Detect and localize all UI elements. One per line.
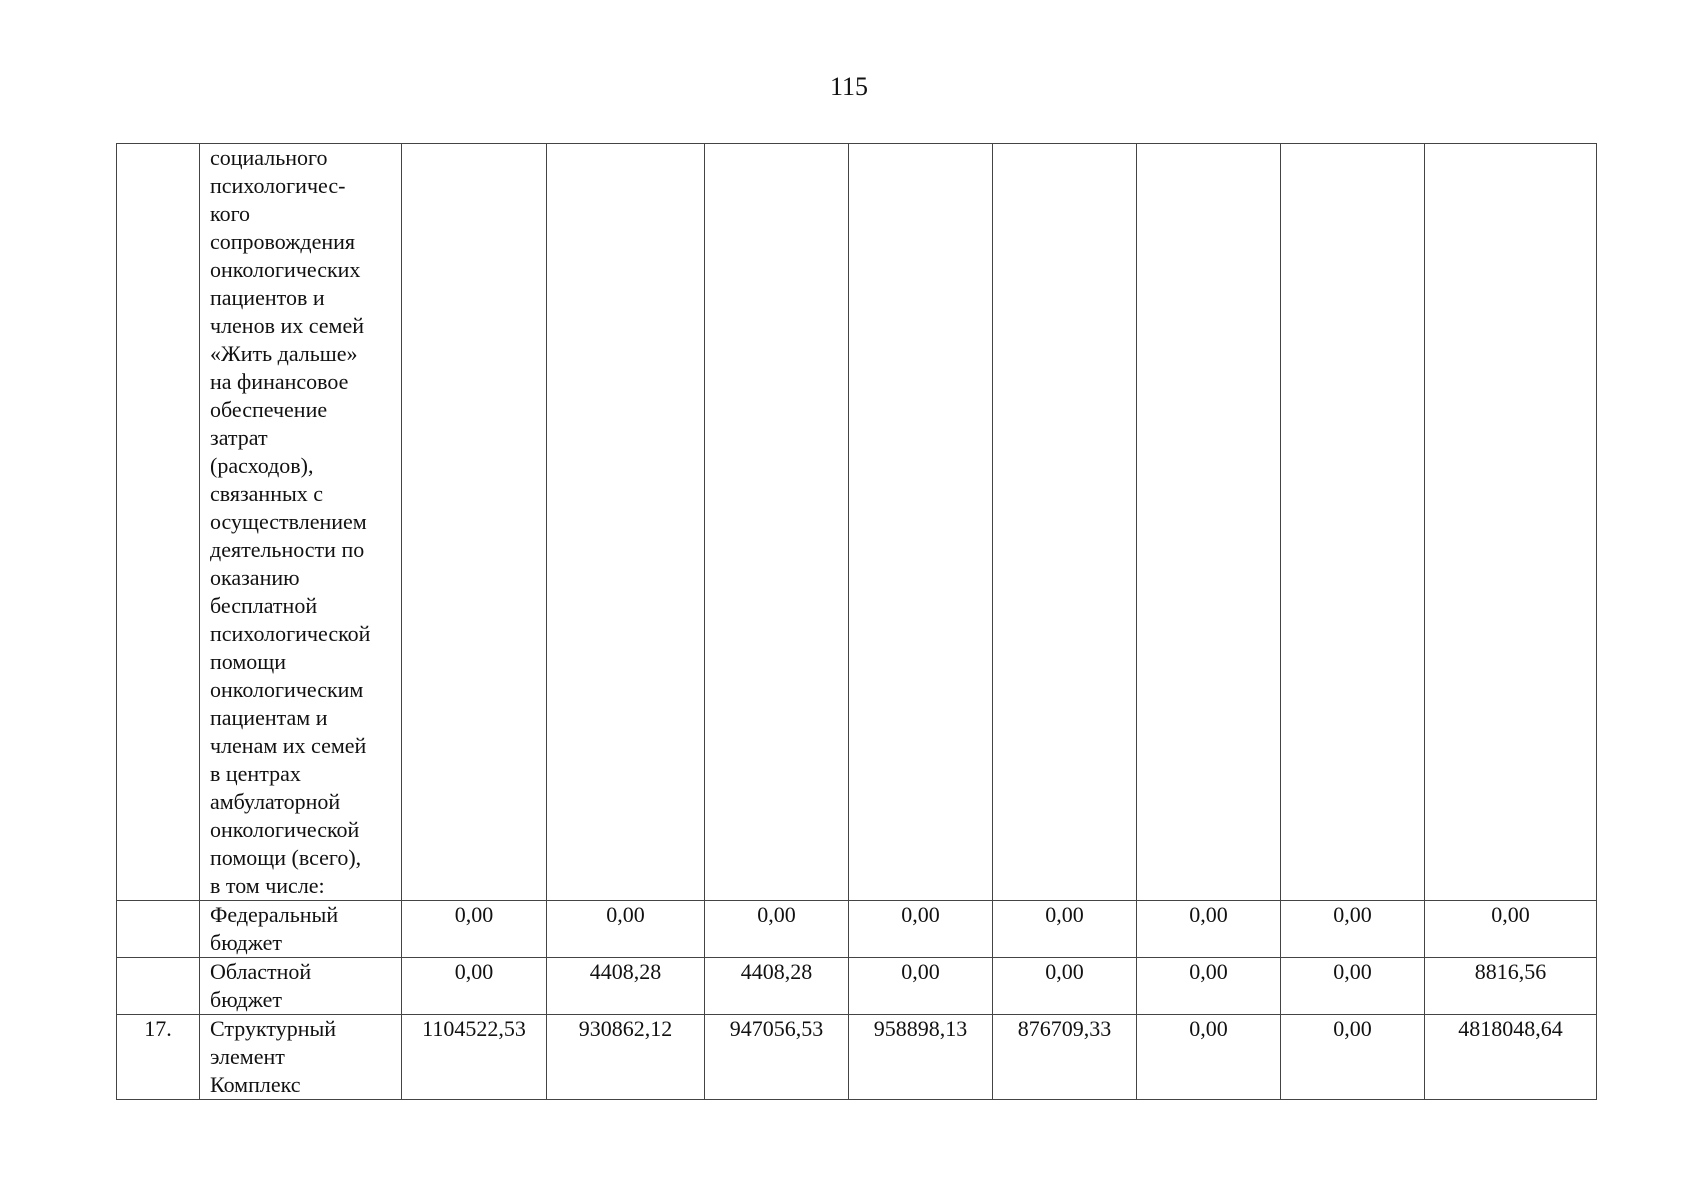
row-name-line: психологичес- (210, 173, 346, 198)
row-name-line: помощи (210, 649, 286, 674)
row-name-line: онкологической (210, 817, 360, 842)
value-cell: 0,00 (1425, 901, 1597, 958)
value-cell: 0,00 (1281, 958, 1425, 1015)
row-name-line: Структурный (210, 1016, 337, 1041)
value-cell: 947056,53 (705, 1015, 849, 1100)
row-name-line: затрат (210, 425, 268, 450)
value-cell (1137, 144, 1281, 901)
row-name-line: сопровождения (210, 229, 356, 254)
value-cell (1281, 144, 1425, 901)
row-name-line: социального (210, 145, 328, 170)
financing-table (116, 143, 1597, 1100)
value-cell (547, 144, 705, 901)
value-cell: 8816,56 (1425, 958, 1597, 1015)
row-name-line: Федеральный (210, 902, 339, 927)
value-cell: 0,00 (547, 901, 705, 958)
value-cell: 0,00 (993, 901, 1137, 958)
row-number (117, 901, 200, 958)
row-name (200, 1015, 402, 1100)
row-name-line: в центрах (210, 761, 301, 786)
page-number: 115 (829, 72, 869, 101)
row-number (117, 958, 200, 1015)
row-name-line: «Жить дальше» (210, 341, 358, 366)
row-name-line: связанных с (210, 481, 324, 506)
value-cell: 0,00 (849, 958, 993, 1015)
row-name-line: членов их семей (210, 313, 364, 338)
table-row (117, 958, 1597, 1015)
row-name (200, 958, 402, 1015)
row-name-line: оказанию (210, 565, 300, 590)
row-name-line: пациентов и (210, 285, 325, 310)
row-name-line: помощи (всего), (210, 845, 362, 870)
row-name-line: амбулаторной (210, 789, 341, 814)
row-name (200, 901, 402, 958)
value-cell: 4818048,64 (1425, 1015, 1597, 1100)
row-name-line: элемент (210, 1044, 285, 1069)
row-name-line: пациентам и (210, 705, 328, 730)
value-cell: 0,00 (1137, 901, 1281, 958)
row-name-line: в том числе: (210, 873, 325, 898)
value-cell: 930862,12 (547, 1015, 705, 1100)
row-name-line: онкологическим (210, 677, 364, 702)
row-name-line: деятельности по (210, 537, 365, 562)
value-cell: 4408,28 (705, 958, 849, 1015)
row-name-line: психологической (210, 621, 371, 646)
value-cell: 0,00 (1281, 1015, 1425, 1100)
row-name-line: членам их семей (210, 733, 367, 758)
row-name-line: бюджет (210, 987, 282, 1012)
value-cell (1425, 144, 1597, 901)
value-cell (402, 144, 547, 901)
row-number: 17. (117, 1015, 200, 1100)
row-name-line: на финансовое (210, 369, 349, 394)
value-cell: 0,00 (849, 901, 993, 958)
value-cell: 4408,28 (547, 958, 705, 1015)
value-cell: 0,00 (1281, 901, 1425, 958)
value-cell: 0,00 (402, 958, 547, 1015)
row-name-line: кого (210, 201, 251, 226)
row-name-line: (расходов), (210, 453, 314, 478)
row-name-line: онкологических (210, 257, 361, 282)
row-number (117, 144, 200, 901)
row-name-line: бюджет (210, 930, 282, 955)
value-cell (705, 144, 849, 901)
value-cell: 0,00 (993, 958, 1137, 1015)
value-cell (849, 144, 993, 901)
value-cell: 0,00 (705, 901, 849, 958)
value-cell: 876709,33 (993, 1015, 1137, 1100)
value-cell: 1104522,53 (402, 1015, 547, 1100)
value-cell: 0,00 (1137, 958, 1281, 1015)
table-row (117, 144, 1597, 901)
row-name-line: осуществлением (210, 509, 367, 534)
value-cell: 958898,13 (849, 1015, 993, 1100)
value-cell: 0,00 (1137, 1015, 1281, 1100)
row-name-line: бесплатной (210, 593, 318, 618)
row-name-line: обеспечение (210, 397, 328, 422)
row-name-line: Областной (210, 959, 312, 984)
row-name-line: Комплекс (210, 1072, 301, 1097)
table-row (117, 901, 1597, 958)
row-name (200, 144, 402, 901)
table-row (117, 1015, 1597, 1100)
value-cell: 0,00 (402, 901, 547, 958)
value-cell (993, 144, 1137, 901)
